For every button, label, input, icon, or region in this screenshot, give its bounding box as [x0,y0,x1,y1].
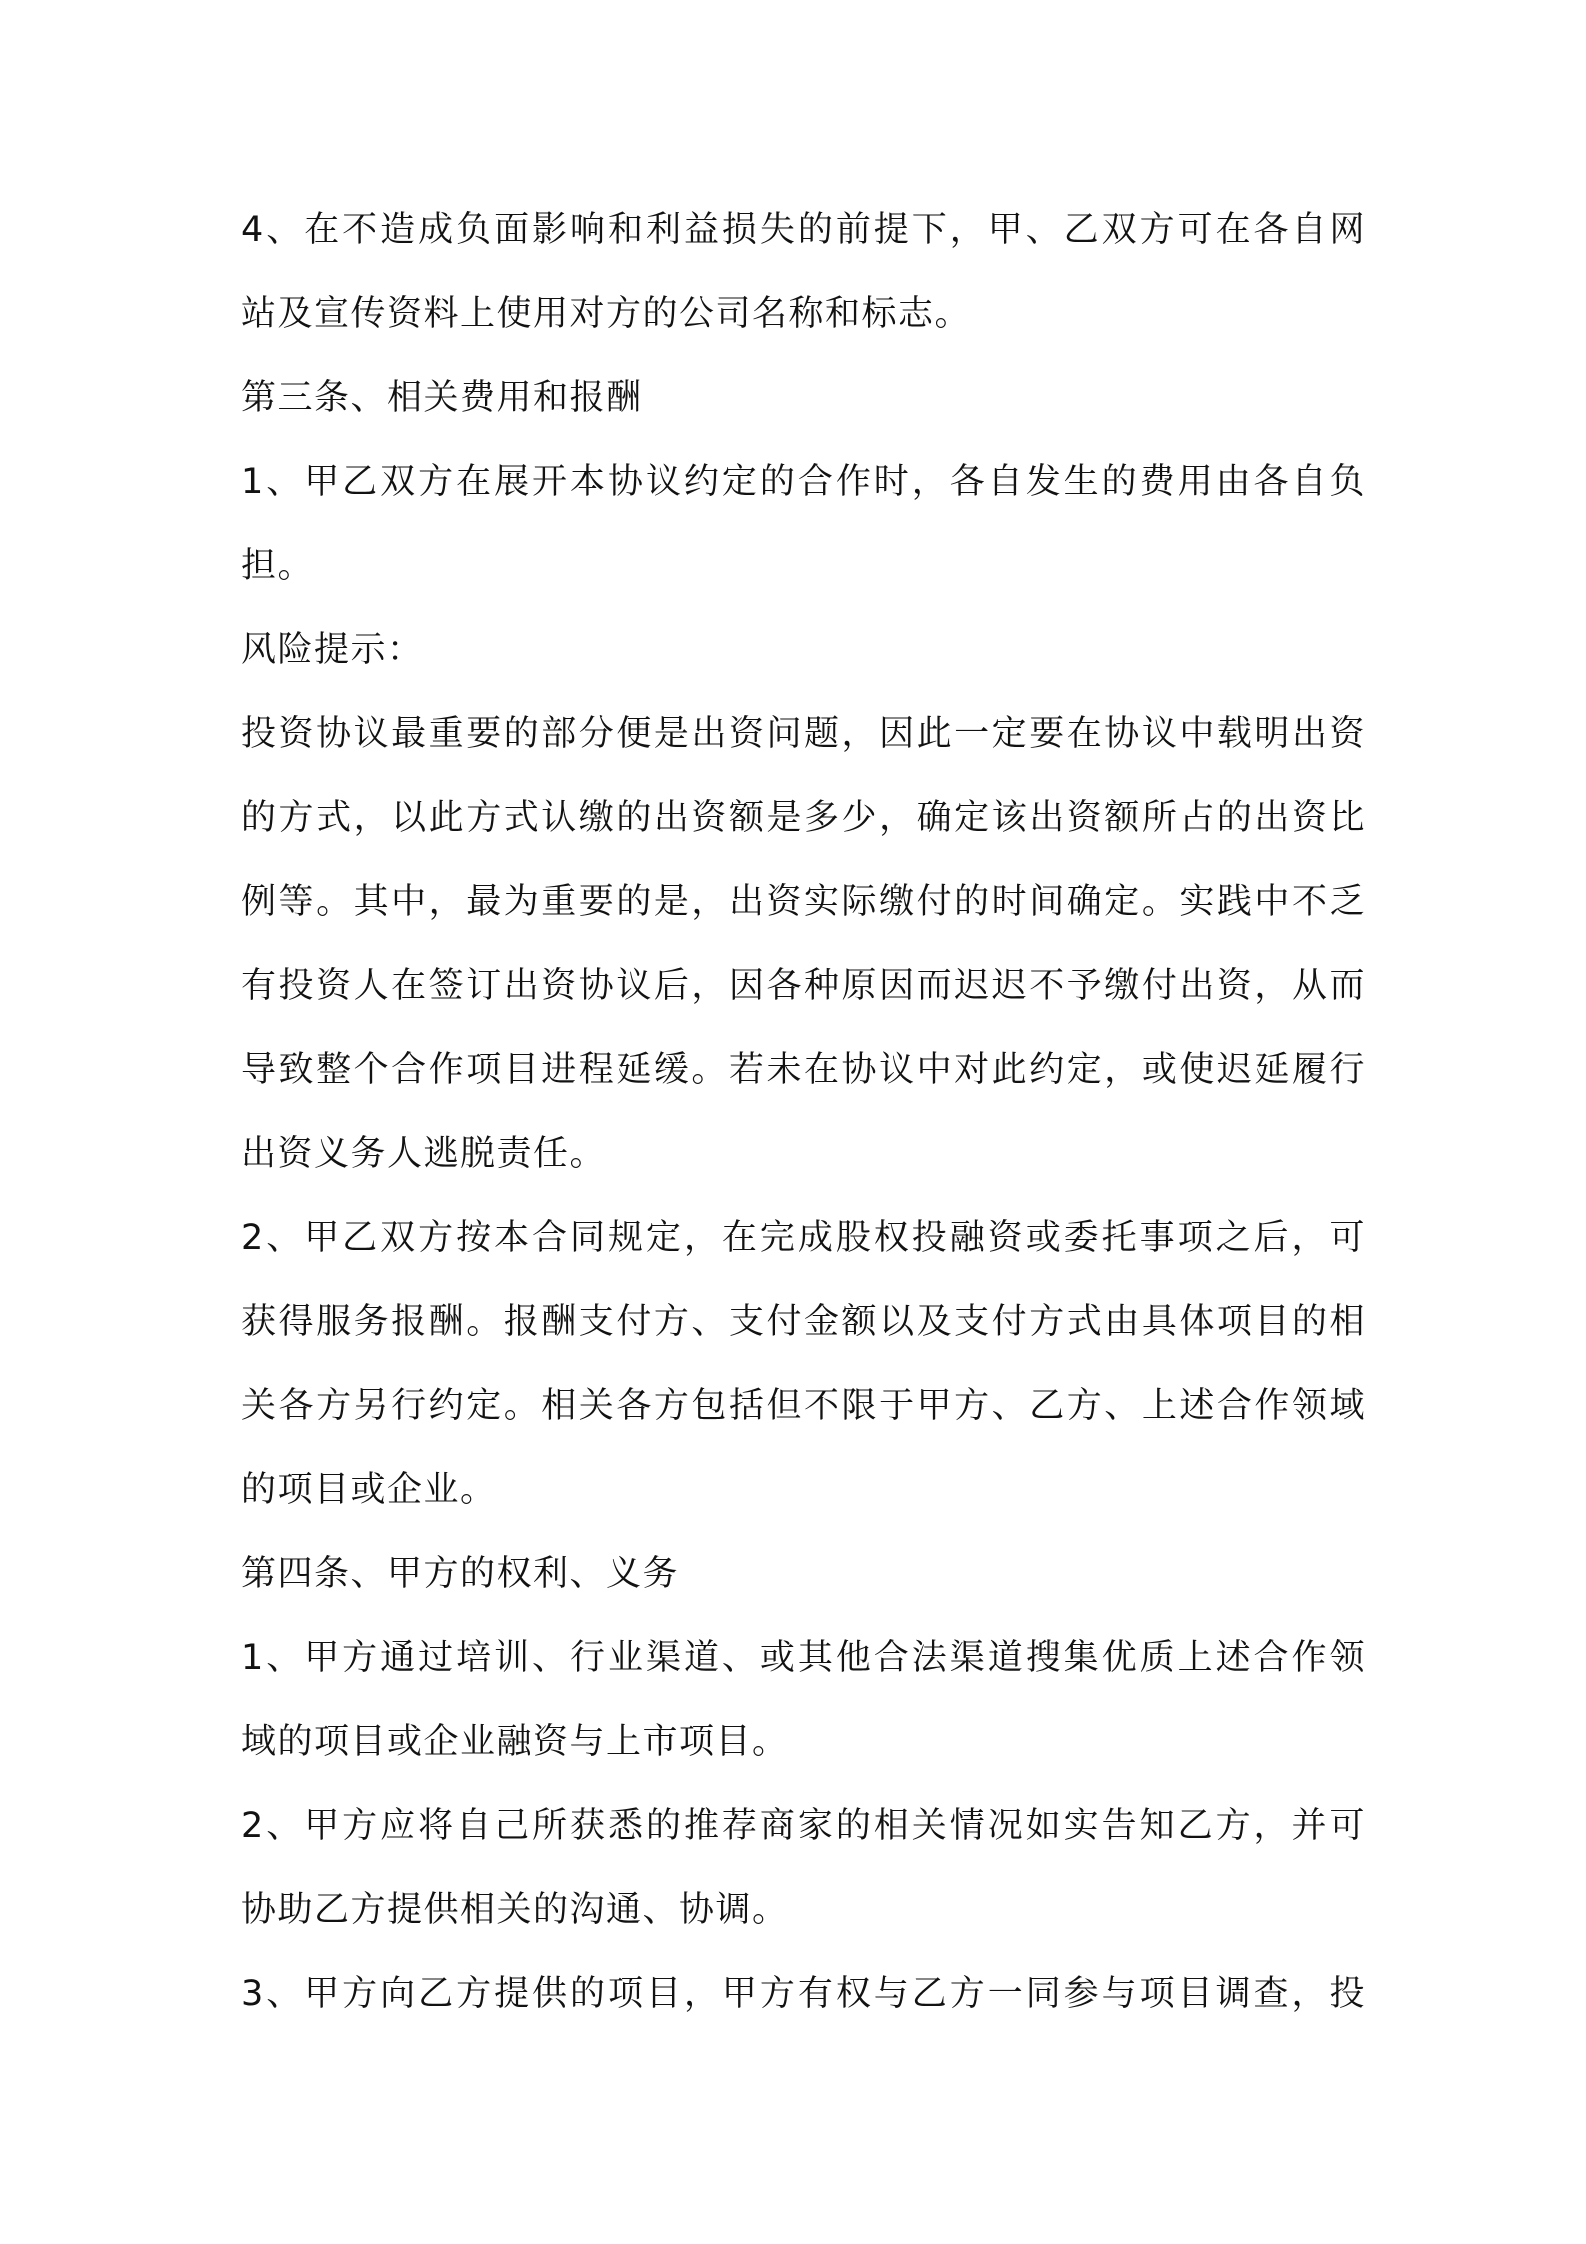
text-line: 协助乙方提供相关的沟通、协调。 [241,1890,789,1930]
text-line: 4、在不造成负面影响和利益损失的前提下，甲、乙双方可在各自网 [241,210,1366,250]
text-line: 投资协议最重要的部分便是出资问题，因此一定要在协议中载明出资 [241,714,1366,754]
text-line: 有投资人在签订出资协议后，因各种原因而迟迟不予缴付出资，从而 [241,966,1366,1006]
text-line: 的项目或企业。 [241,1470,497,1510]
text-line: 1、甲方通过培训、行业渠道、或其他合法渠道搜集优质上述合作领 [241,1638,1366,1678]
text-line: 2、甲方应将自己所获悉的推荐商家的相关情况如实告知乙方，并可 [241,1806,1366,1846]
section-heading: 第三条、相关费用和报酬 [241,378,643,418]
risk-heading: 风险提示： [241,630,424,670]
text-line: 1、甲乙双方在展开本协议约定的合作时，各自发生的费用由各自负 [241,462,1366,502]
text-line: 2、甲乙双方按本合同规定，在完成股权投融资或委托事项之后，可 [241,1218,1366,1258]
text-line: 关各方另行约定。相关各方包括但不限于甲方、乙方、上述合作领域 [241,1386,1366,1426]
text-line: 3、甲方向乙方提供的项目，甲方有权与乙方一同参与项目调查，投 [241,1974,1366,2014]
text-line: 站及宣传资料上使用对方的公司名称和标志。 [241,294,972,334]
text-line: 域的项目或企业融资与上市项目。 [241,1722,789,1762]
text-line: 获得服务报酬。报酬支付方、支付金额以及支付方式由具体项目的相 [241,1302,1366,1342]
text-line: 的方式，以此方式认缴的出资额是多少，确定该出资额所占的出资比 [241,798,1366,838]
text-line: 例等。其中，最为重要的是，出资实际缴付的时间确定。实践中不乏 [241,882,1366,922]
document-body [241,204,1366,2052]
text-line: 出资义务人逃脱责任。 [241,1134,607,1174]
section-heading: 第四条、甲方的权利、义务 [241,1554,680,1594]
text-line: 导致整个合作项目进程延缓。若未在协议中对此约定，或使迟延履行 [241,1050,1366,1090]
text-line: 担。 [241,546,315,586]
